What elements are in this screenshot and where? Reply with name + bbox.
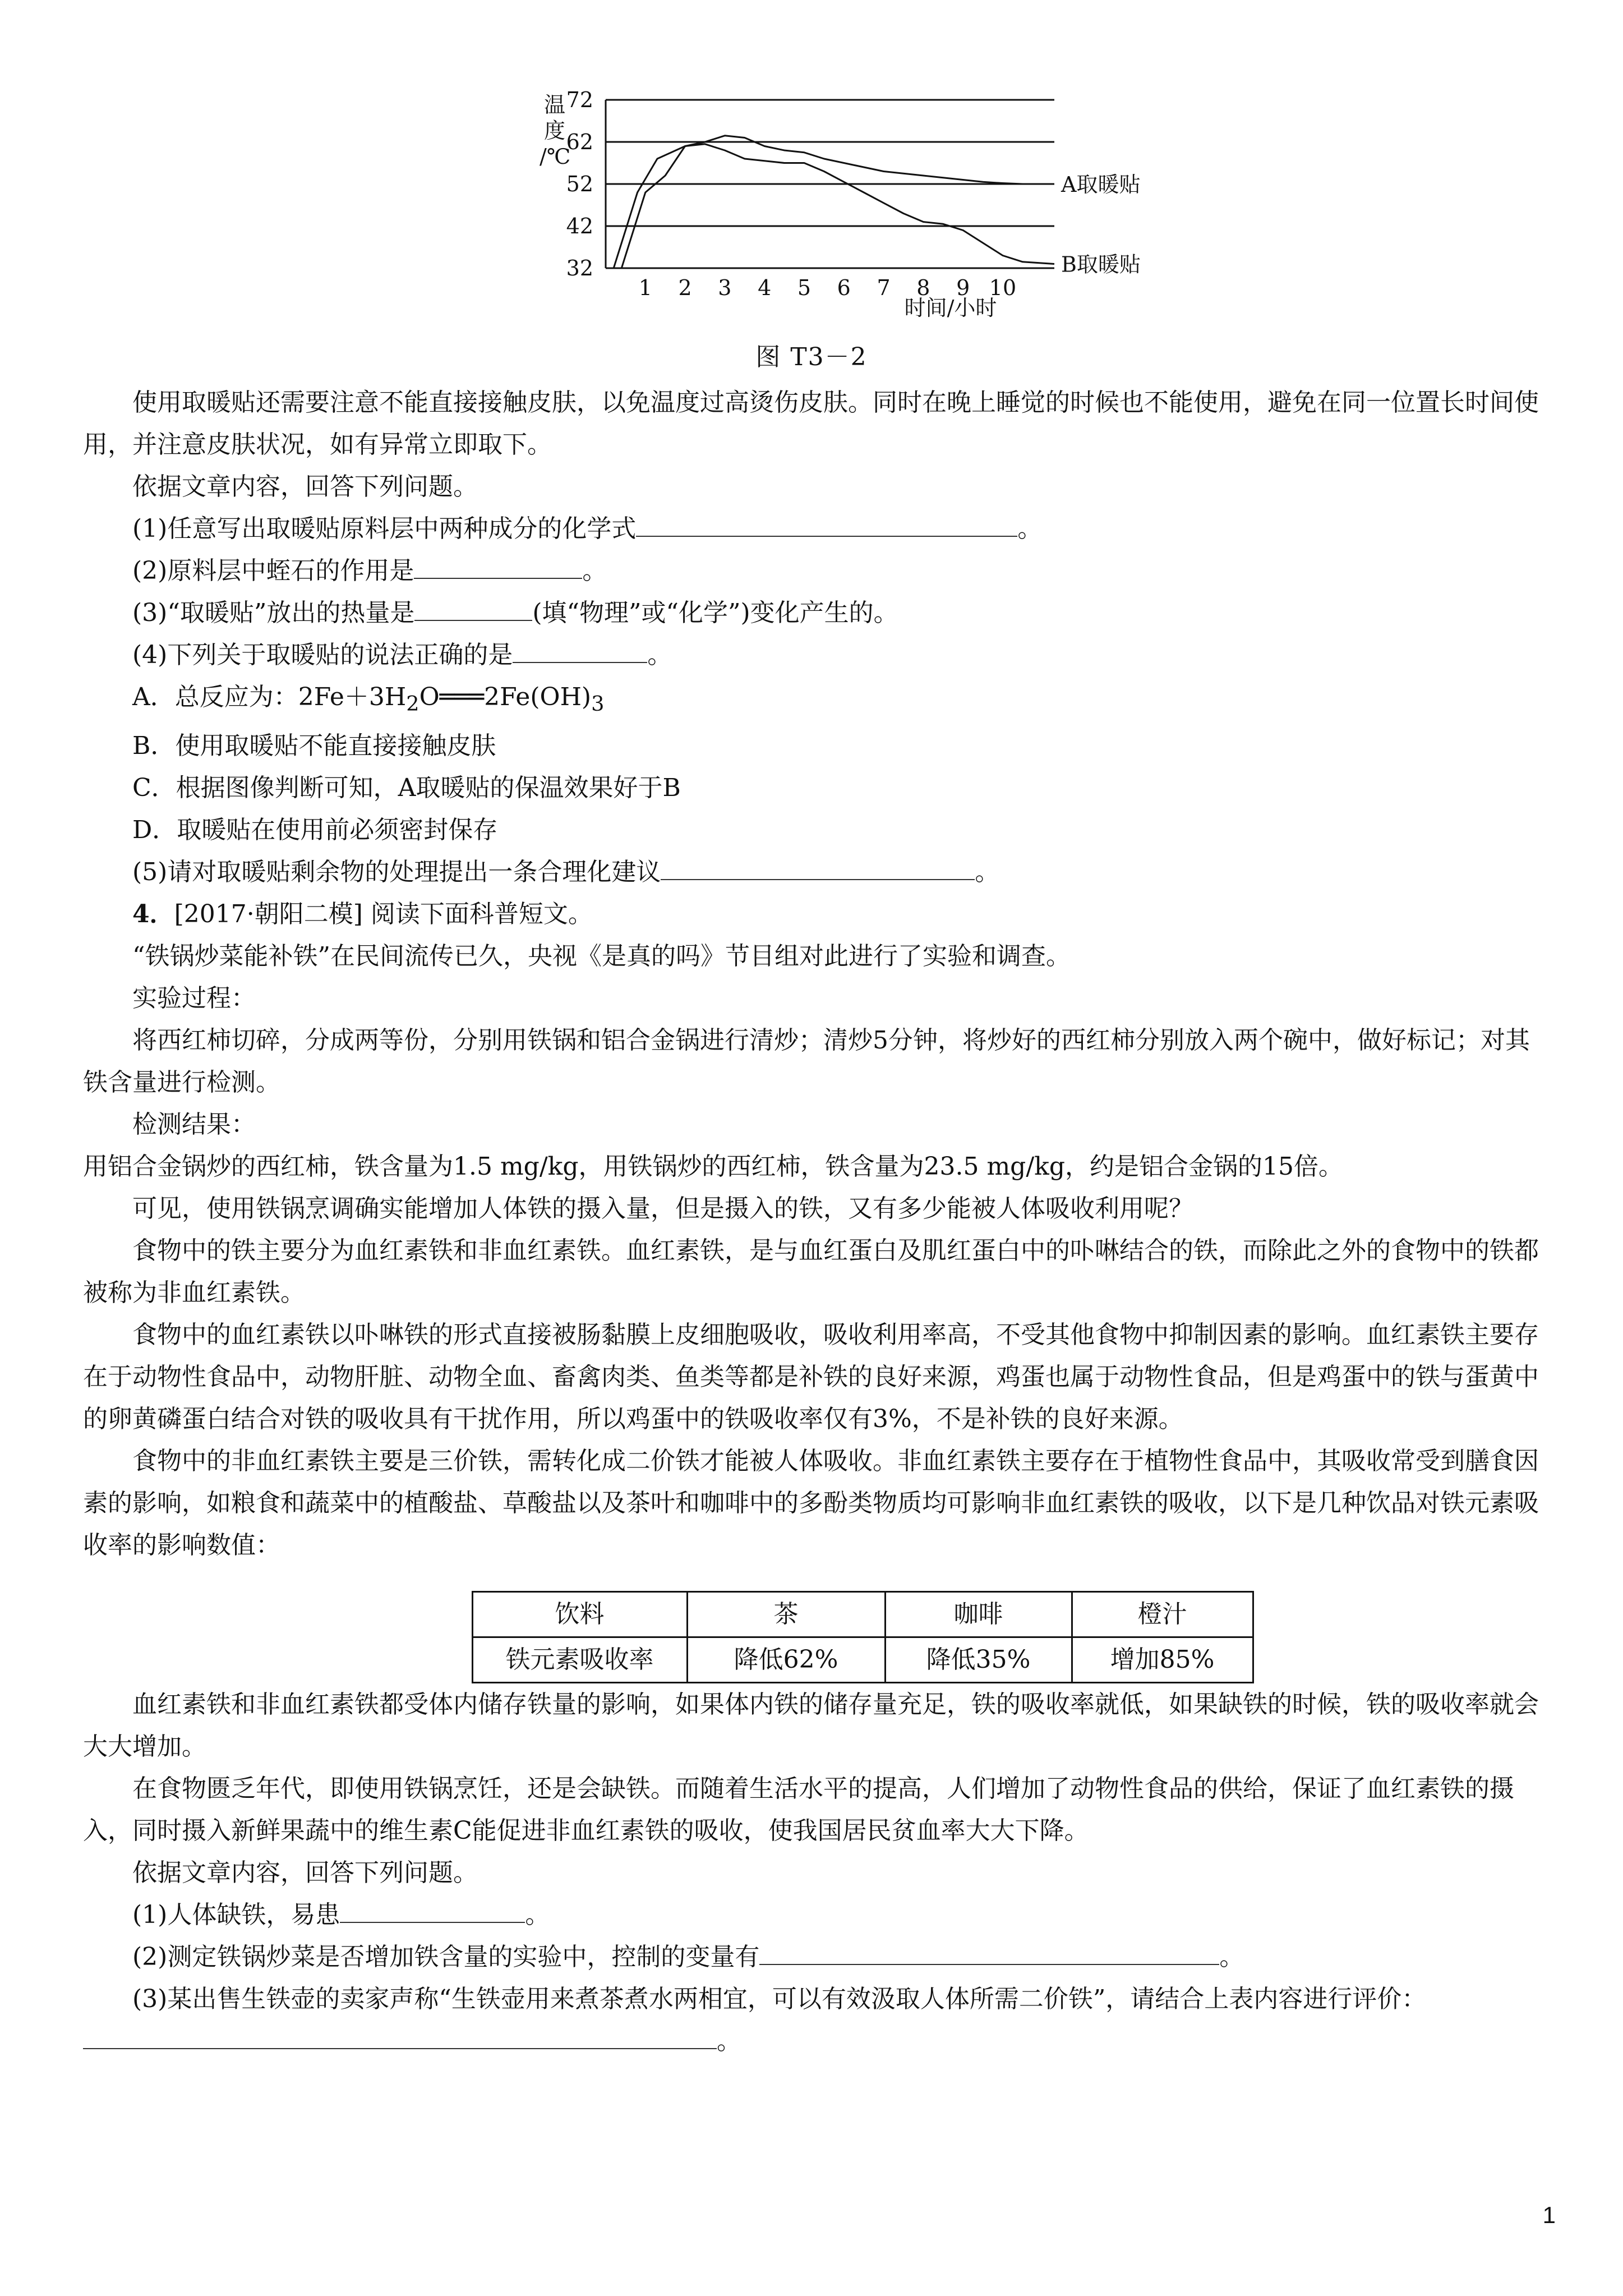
- paragraph: 食物中的非血红素铁主要是三价铁，需转化成二价铁才能被人体吸收。非血红素铁主要存在于植物性食品中，其吸收常受到膳食因素的影响，如粮食和蔬菜中的植酸盐、草酸盐以及茶叶和咖啡中的多酚类物质均可影响非血红素铁的吸收，以下是几种饮品对铁元素吸收率的影响数值：: [83, 1446, 1539, 1559]
- table-header-cell: 茶: [687, 1591, 885, 1637]
- temperature-line-chart: [527, 84, 1178, 331]
- question-3-4: (4)下列关于取暖贴的说法正确的是 。: [83, 634, 1541, 676]
- answer-blank[interactable]: [83, 2021, 717, 2049]
- chart-x-axis-label: 时间/小时: [904, 296, 997, 320]
- y-tick-label: 32: [566, 256, 593, 280]
- x-tick-label: 8: [916, 275, 930, 300]
- document-body: [83, 381, 1541, 2062]
- x-tick-label: 10: [989, 275, 1017, 300]
- y-tick-label: 62: [566, 130, 593, 154]
- option-c: C．根据图像判断可知，A取暖贴的保温效果好于B: [132, 773, 681, 802]
- y-tick-label: 42: [566, 214, 593, 238]
- question-4-1: (1)人体缺铁，易患 。: [83, 1894, 1541, 1936]
- paragraph: 依据文章内容，回答下列问题。: [132, 472, 478, 501]
- figure-caption: 图 T3－2: [755, 343, 868, 371]
- question-3-2: (2)原料层中蛭石的作用是 。: [83, 550, 1541, 592]
- chart-grid: [606, 100, 1054, 268]
- x-tick-label: 7: [877, 275, 891, 300]
- answer-blank[interactable]: [636, 509, 1017, 537]
- paragraph: 依据文章内容，回答下列问题。: [132, 1858, 478, 1887]
- paragraph: 在食物匮乏年代，即使用铁锅烹饪，还是会缺铁。而随着生活水平的提高，人们增加了动物性食品的供给，保证了血红素铁的摄入，同时摄入新鲜果蔬中的维生素C能促进非血红素铁的吸收，使我国居民贫血率大大下降。: [83, 1774, 1514, 1845]
- y-tick-label: 72: [566, 88, 593, 112]
- answer-blank[interactable]: [414, 593, 532, 621]
- paragraph: “铁锅炒菜能补铁”在民间流传已久，央视《是真的吗》节目组对此进行了实验和调查。: [132, 941, 1071, 970]
- table-cell: 降低35%: [885, 1637, 1072, 1682]
- paragraph: 食物中的血红素铁以卟啉铁的形式直接被肠黏膜上皮细胞吸收，吸收利用率高，不受其他食物中抑制因素的影响。血红素铁主要存在于动物性食品中，动物肝脏、动物全血、畜禽肉类、鱼类等都是补铁的良好来源，鸡蛋也属于动物性食品，但是鸡蛋中的铁与蛋黄中的卵黄磷蛋白结合对铁的吸收具有干扰作用，所以鸡蛋中的铁吸收率仅有3%，不是补铁的良好来源。: [83, 1320, 1539, 1433]
- question-4-3: (3)某出售生铁壶的卖家声称“生铁壶用来煮茶煮水两相宜，可以有效汲取人体所需二价铁”，请结合上表内容进行评价：。: [83, 1978, 1541, 2062]
- x-tick-label: 3: [718, 275, 732, 300]
- x-tick-label: 9: [956, 275, 970, 300]
- series-label: B取暖贴: [1061, 252, 1141, 277]
- x-tick-label: 6: [837, 275, 851, 300]
- paragraph: 血红素铁和非血红素铁都受体内储存铁量的影响，如果体内铁的储存量充足，铁的吸收率就低，如果缺铁的时候，铁的吸收率就会大大增加。: [83, 1690, 1539, 1761]
- x-tick-label: 5: [797, 275, 811, 300]
- chart-series-lines: [614, 136, 1054, 268]
- paragraph: 食物中的铁主要分为血红素铁和非血红素铁。血红素铁，是与血红蛋白及肌红蛋白中的卟啉结合的铁，而除此之外的食物中的铁都被称为非血红素铁。: [83, 1236, 1539, 1307]
- question-3-3: (3)“取暖贴”放出的热量是 (填“物理”或“化学”)变化产生的。: [83, 592, 1541, 634]
- option-a: A．总反应为：$2Fe+3H_2O═══2Fe(OH)_3$: [132, 683, 605, 716]
- table-header-row: [472, 1591, 1253, 1637]
- section-label: 检测结果：: [132, 1110, 256, 1139]
- chart-y-ticks: [566, 88, 593, 280]
- table-header-cell: 橙汁: [1072, 1591, 1253, 1637]
- table-cell: 增加85%: [1072, 1637, 1253, 1682]
- y-tick-label: 52: [566, 172, 593, 196]
- chart-series-labels: [1061, 172, 1141, 277]
- table-row: [472, 1637, 1253, 1682]
- answer-blank[interactable]: [414, 551, 582, 579]
- paragraph: 用铝合金锅炒的西红柿，铁含量为1.5 mg/kg，用铁锅炒的西红柿，铁含量为23.5 mg/kg，约是铝合金锅的15倍。: [83, 1152, 1343, 1181]
- series-line: [621, 136, 1054, 268]
- option-d: D．取暖贴在使用前必须密封保存: [132, 815, 498, 844]
- paragraph: 将西红柿切碎，分成两等份，分别用铁锅和铝合金锅进行清炒；清炒5分钟，将炒好的西红柿分别放入两个碗中，做好标记；对其铁含量进行检测。: [83, 1025, 1530, 1097]
- series-line: [614, 144, 1054, 268]
- question-4-2: (2)测定铁锅炒菜是否增加铁含量的实验中，控制的变量有 。: [83, 1936, 1541, 1978]
- question-3-5: (5)请对取暖贴剩余物的处理提出一条合理化建议 。: [83, 851, 1541, 893]
- table-cell: 铁元素吸收率: [472, 1637, 687, 1682]
- table-header-cell: 咖啡: [885, 1591, 1072, 1637]
- chart-y-axis-label-text: 温度/℃: [540, 93, 571, 169]
- x-tick-label: 1: [638, 275, 652, 300]
- series-label: A取暖贴: [1061, 172, 1141, 197]
- page-number: 1: [1542, 2202, 1556, 2228]
- iron-absorption-table: [472, 1591, 1254, 1683]
- x-tick-label: 2: [678, 275, 692, 300]
- answer-blank[interactable]: [513, 635, 647, 663]
- table-cell: 降低62%: [687, 1637, 885, 1682]
- table-header-cell: 饮料: [472, 1591, 687, 1637]
- option-b: B．使用取暖贴不能直接接触皮肤: [132, 731, 496, 760]
- paragraph: 可见，使用铁锅烹调确实能增加人体铁的摄入量，但是摄入的铁，又有多少能被人体吸收利用呢？: [132, 1194, 1193, 1223]
- section-label: 实验过程：: [132, 983, 256, 1013]
- paragraph: 使用取暖贴还需要注意不能直接接触皮肤，以免温度过高烫伤皮肤。同时在晚上睡觉的时候也不能使用，避免在同一位置长时间使用，并注意皮肤状况，如有异常立即取下。: [83, 388, 1539, 459]
- answer-blank[interactable]: [759, 1937, 1219, 1965]
- question-3-1: (1)任意写出取暖贴原料层中两种成分的化学式 。: [83, 508, 1541, 550]
- x-tick-label: 4: [758, 275, 772, 300]
- answer-blank[interactable]: [340, 1895, 525, 1923]
- question-4-heading: 4．[2017·朝阳二模] 阅读下面科普短文。: [132, 899, 593, 928]
- table-container: [83, 1566, 1541, 1683]
- answer-blank[interactable]: [661, 852, 975, 880]
